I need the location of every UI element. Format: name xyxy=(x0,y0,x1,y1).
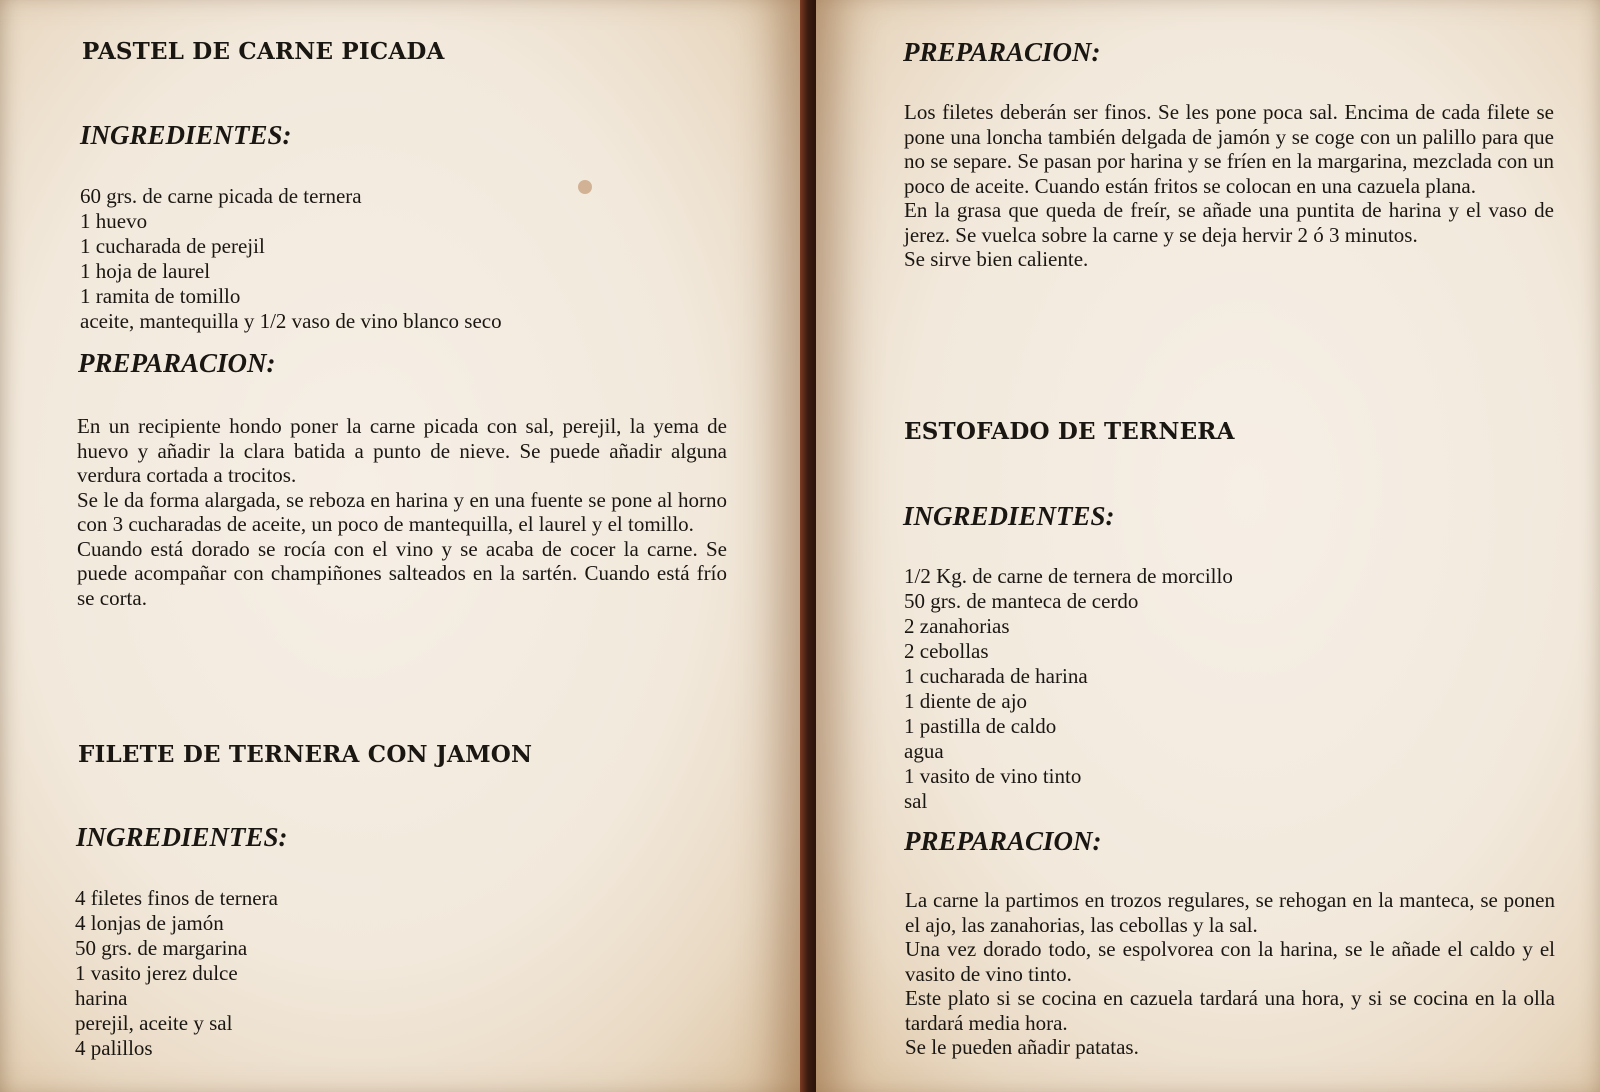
ingredient-item: 4 filetes finos de ternera xyxy=(75,886,278,910)
ingredient-item: 1 hoja de laurel xyxy=(80,259,211,283)
preparation-paragraph: Este plato si se cocina en cazuela tardará una hora, y si se cocina en la olla tardará media hora. xyxy=(905,986,1555,1035)
right-page xyxy=(816,0,1600,1092)
ingredient-item: agua xyxy=(904,739,944,763)
ingredients-heading-pastel: INGREDIENTES: xyxy=(80,120,292,150)
preparation-paragraph: En la grasa que queda de freír, se añade una puntita de harina y el vaso de jerez. Se vuelca sobre la carne y se deja hervir 2 ó 3 minutos. xyxy=(904,198,1554,247)
ingredient-item: 2 cebollas xyxy=(904,639,989,663)
preparation-text-estofado xyxy=(905,888,1555,1060)
ingredients-list-filete xyxy=(75,886,278,1061)
ingredient-item: 1 cucharada de perejil xyxy=(80,234,265,258)
ingredient-item: harina xyxy=(75,986,128,1010)
preparation-paragraph: Se le pueden añadir patatas. xyxy=(905,1035,1139,1059)
ingredient-item: perejil, aceite y sal xyxy=(75,1011,233,1035)
ingredient-item: 50 grs. de manteca de cerdo xyxy=(904,589,1139,613)
ingredients-list-estofado xyxy=(904,564,1233,814)
preparation-paragraph: Se le da forma alargada, se reboza en harina y en una fuente se pone al horno con 3 cucharadas de aceite, un poco de mantequilla, el laurel y el tomillo. xyxy=(77,487,727,536)
ingredient-item: 1 vasito de vino tinto xyxy=(904,764,1082,788)
preparation-paragraph: Cuando está dorado se rocía con el vino y se acaba de cocer la carne. Se puede acompañar con champiñones salteados en la sartén. Cuando está frío se corta. xyxy=(77,536,727,610)
recipe-title-pastel: PASTEL DE CARNE PICADA xyxy=(82,38,445,65)
preparation-paragraph: Los filetes deberán ser finos. Se les pone poca sal. Encima de cada filete se pone una loncha también delgada de jamón y se coge con un palillo para que no se separe. Se pasan por harina y se fríen en la margarina, mezclada con un poco de aceite. Cuando están fritos se colocan en una cazuela plana. xyxy=(904,100,1554,198)
ingredient-item: 1 ramita de tomillo xyxy=(80,284,241,308)
preparation-heading-filete: PREPARACION: xyxy=(903,37,1101,67)
ingredients-heading-filete: INGREDIENTES: xyxy=(76,822,288,852)
preparation-heading-estofado: PREPARACION: xyxy=(904,826,1102,856)
preparation-paragraph: Una vez dorado todo, se espolvorea con la harina, se le añade el caldo y el vasito de vino tinto. xyxy=(905,937,1555,986)
preparation-paragraph: Se sirve bien caliente. xyxy=(904,247,1089,271)
ingredient-item: 1 diente de ajo xyxy=(904,689,1028,713)
ingredient-item: sal xyxy=(904,789,928,813)
ingredient-item: 1 huevo xyxy=(80,209,148,233)
ingredient-item: 1 pastilla de caldo xyxy=(904,714,1057,738)
paper-stain xyxy=(578,180,592,194)
preparation-heading-pastel: PREPARACION: xyxy=(78,348,276,378)
preparation-text-pastel xyxy=(77,414,727,610)
ingredient-item: 1/2 Kg. de carne de ternera de morcillo xyxy=(904,564,1233,588)
ingredient-item: 1 vasito jerez dulce xyxy=(75,961,238,985)
ingredients-heading-estofado: INGREDIENTES: xyxy=(903,501,1115,531)
preparation-text-filete xyxy=(904,100,1554,272)
ingredients-list-pastel xyxy=(80,184,502,334)
recipe-title-filete: FILETE DE TERNERA CON JAMON xyxy=(78,741,533,768)
ingredient-item: 4 palillos xyxy=(75,1036,153,1060)
recipe-title-estofado: ESTOFADO DE TERNERA xyxy=(904,418,1235,445)
preparation-paragraph: En un recipiente hondo poner la carne picada con sal, perejil, la yema de huevo y añadir la clara batida a punto de nieve. Se puede añadir alguna verdura cortada a trocitos. xyxy=(77,414,727,487)
ingredient-item: 60 grs. de carne picada de ternera xyxy=(80,184,362,208)
preparation-paragraph: La carne la partimos en trozos regulares, se rehogan en la manteca, se ponen el ajo, las zanahorias, las cebollas y la sal. xyxy=(905,888,1555,937)
ingredient-item: aceite, mantequilla y 1/2 vaso de vino blanco seco xyxy=(80,309,502,333)
ingredient-item: 50 grs. de margarina xyxy=(75,936,248,960)
ingredient-item: 2 zanahorias xyxy=(904,614,1010,638)
ingredient-item: 1 cucharada de harina xyxy=(904,664,1088,688)
book-gutter xyxy=(800,0,816,1092)
ingredient-item: 4 lonjas de jamón xyxy=(75,911,224,935)
